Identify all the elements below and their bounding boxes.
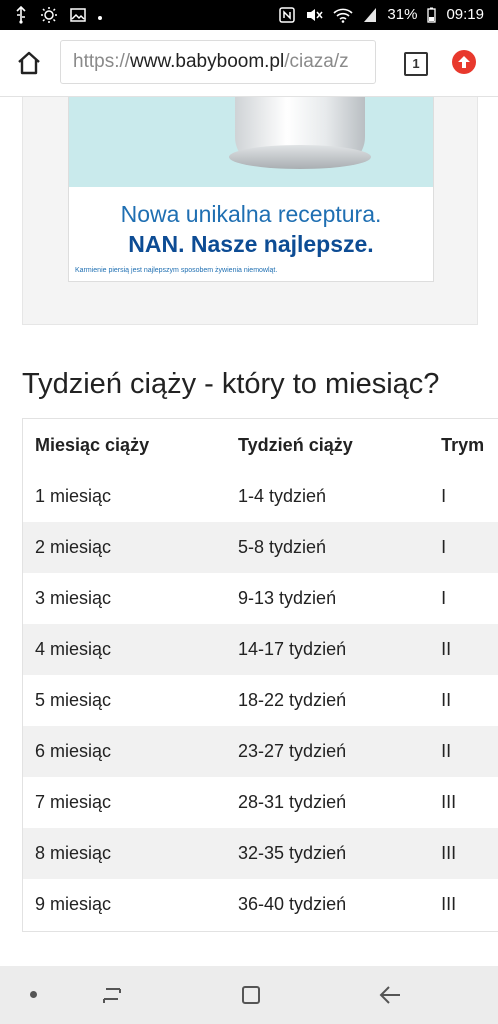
mute-icon	[305, 7, 323, 23]
nfc-icon	[279, 7, 295, 23]
nav-dot-icon[interactable]	[30, 991, 37, 998]
table-cell: 2 miesiąc	[35, 537, 112, 557]
dot-icon	[98, 16, 102, 20]
ad-image	[69, 97, 433, 187]
table-cell: 1-4 tydzień	[238, 486, 327, 506]
home-icon[interactable]	[14, 48, 44, 78]
brightness-icon	[40, 6, 58, 24]
back-icon[interactable]	[378, 984, 402, 1006]
table-row	[23, 675, 498, 726]
table-cell: I	[441, 486, 447, 506]
table-row	[23, 726, 498, 777]
table-row	[23, 522, 498, 573]
table-cell: 18-22 tydzień	[238, 690, 347, 710]
table-cell: 14-17 tydzień	[238, 639, 347, 659]
image-icon	[70, 7, 86, 23]
table-cell: 28-31 tydzień	[238, 792, 347, 812]
battery-level: 31%	[387, 6, 418, 23]
browser-toolbar	[0, 30, 498, 97]
recents-icon[interactable]	[100, 984, 124, 1006]
signal-icon	[363, 7, 377, 23]
system-navigation-bar	[0, 966, 498, 1024]
url-scheme: https://	[73, 51, 131, 72]
ad-slogan: NAN. Nasze najlepsze.	[128, 231, 374, 257]
table-row	[23, 573, 498, 624]
url-host: www.babyboom.pl	[130, 51, 285, 72]
table-cell: III	[441, 843, 457, 863]
table-cell: 23-27 tydzień	[238, 741, 347, 761]
section-title: Tydzień ciąży - który to miesiąc?	[22, 368, 440, 400]
status-bar	[0, 0, 498, 30]
table-cell: III	[441, 894, 457, 914]
tab-switcher-button[interactable]: 1	[404, 52, 428, 76]
table-body	[23, 471, 498, 930]
table-cell: II	[441, 639, 452, 659]
ad-disclaimer: Karmienie piersią jest najlepszym sposobem żywienia niemowląt.	[75, 267, 278, 274]
table-cell: 6 miesiąc	[35, 741, 112, 761]
product-can-rim	[229, 145, 371, 169]
table-cell: 1 miesiąc	[35, 486, 112, 506]
table-cell: III	[441, 792, 457, 812]
table-cell: 32-35 tydzień	[238, 843, 347, 863]
ad-container	[22, 97, 478, 325]
column-header: Tydzień ciąży	[226, 419, 429, 471]
table-cell: 7 miesiąc	[35, 792, 112, 812]
table-cell: 9-13 tydzień	[238, 588, 337, 608]
url-path: /ciaza/z	[284, 51, 349, 72]
table-row	[23, 624, 498, 675]
table-cell: 4 miesiąc	[35, 639, 112, 659]
usb-icon	[14, 6, 28, 24]
ad-headline: Nowa unikalna receptura.	[120, 201, 382, 227]
ad-banner[interactable]	[68, 97, 434, 282]
arrow-up-icon	[452, 50, 476, 74]
table-cell: 9 miesiąc	[35, 894, 112, 914]
column-header: Miesiąc ciąży	[23, 419, 226, 471]
column-header: Trym	[429, 419, 498, 471]
table-cell: 36-40 tydzień	[238, 894, 347, 914]
pregnancy-weeks-table	[23, 419, 498, 930]
table-cell: I	[441, 537, 447, 557]
wifi-icon	[333, 7, 353, 23]
browser-menu-button[interactable]	[452, 50, 476, 74]
battery-icon	[427, 7, 436, 23]
pregnancy-table	[22, 418, 498, 932]
url-field[interactable]	[60, 40, 376, 84]
table-row	[23, 828, 498, 879]
table-row	[23, 471, 498, 522]
table-cell: 5-8 tydzień	[238, 537, 327, 557]
table-row	[23, 777, 498, 828]
clock: 09:19	[446, 6, 484, 23]
table-cell: II	[441, 741, 452, 761]
table-cell: II	[441, 690, 452, 710]
table-cell: I	[441, 588, 447, 608]
home-nav-icon[interactable]	[240, 984, 262, 1006]
table-row	[23, 879, 498, 930]
table-cell: 3 miesiąc	[35, 588, 112, 608]
table-cell: 8 miesiąc	[35, 843, 112, 863]
table-header-row	[23, 419, 498, 471]
table-cell: 5 miesiąc	[35, 690, 112, 710]
